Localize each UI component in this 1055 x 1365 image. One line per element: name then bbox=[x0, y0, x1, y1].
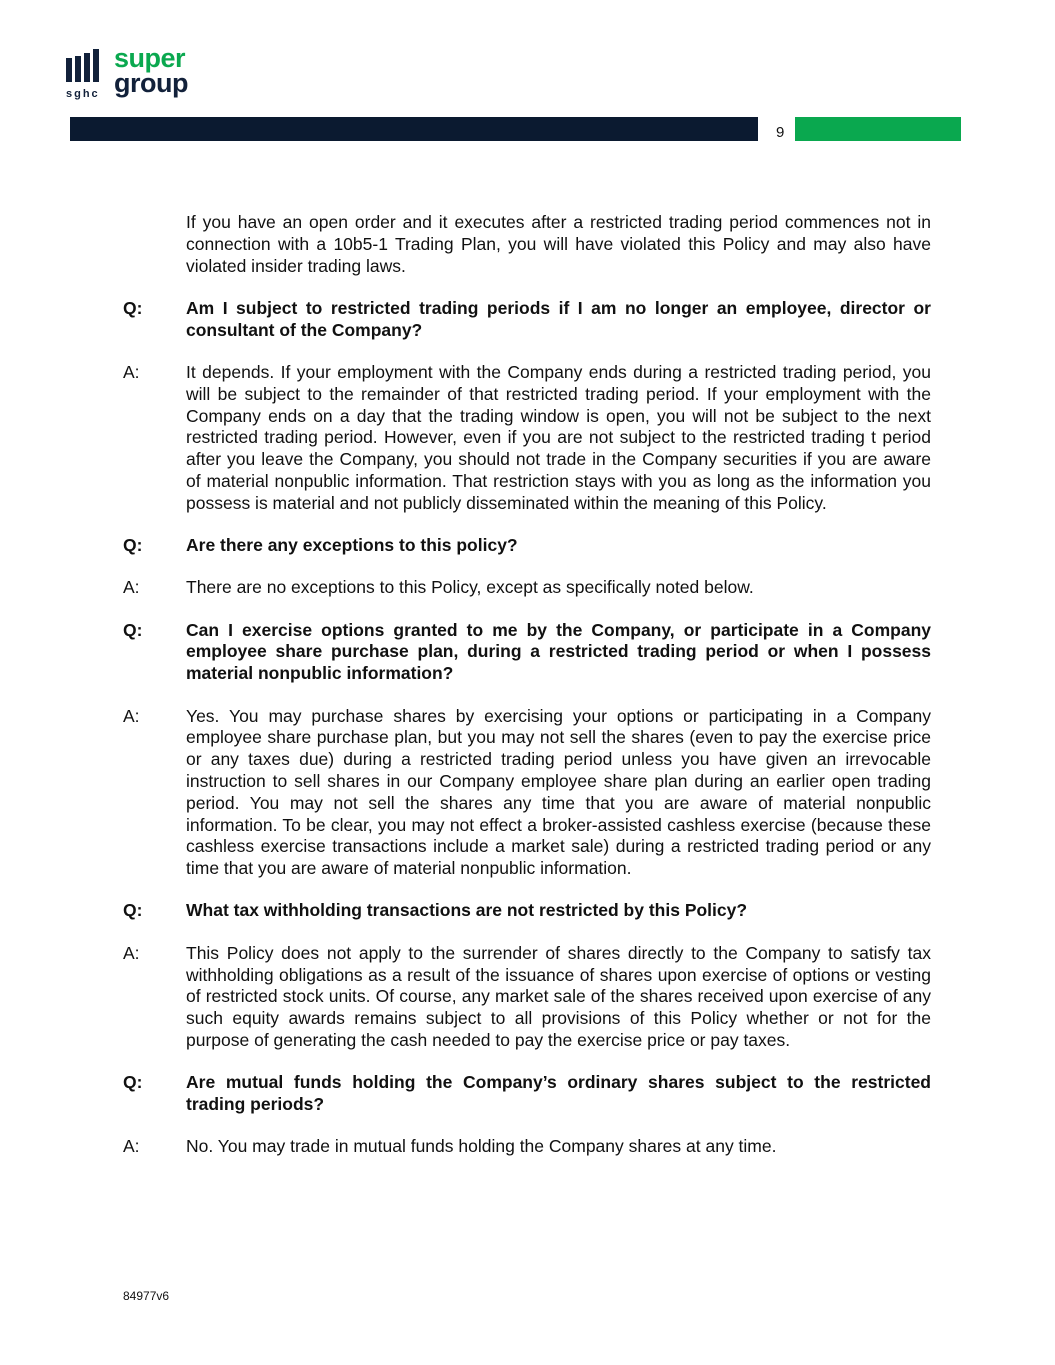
answer-label: A: bbox=[123, 705, 140, 726]
answer-label: A: bbox=[123, 1136, 140, 1157]
question bbox=[123, 900, 931, 922]
answer-label: A: bbox=[123, 577, 140, 598]
question-text: Are there any exceptions to this policy? bbox=[186, 535, 518, 556]
page-number: 9 bbox=[776, 124, 785, 141]
answer-text: There are no exceptions to this Policy, except as specifically noted below. bbox=[186, 577, 754, 598]
question bbox=[123, 298, 931, 342]
logo-sghc: sghc bbox=[66, 88, 100, 100]
question-text: Can I exercise options granted to me by the Company, or participate in a Company employee share purchase plan, during a restricted trading period or when I possess material nonpublic information? bbox=[186, 619, 931, 684]
intro-paragraph: If you have an open order and it executes after a restricted trading period commences not in connection with a 10b5-1 Trading Plan, you will have violated this Policy and may also have violated insider trading laws. bbox=[186, 212, 931, 276]
logo-super: super bbox=[114, 43, 186, 73]
answer-text: Yes. You may purchase shares by exercising your options or participating in a Company employee share purchase plan, but you may not sell the shares (even to pay the exercise price or any taxes due) during a restricted trading period unless you have given an irrevocable instruction to sell shares in our Company employee share plan during an earlier open trading period. You may not sell the shares any time that you are aware of material nonpublic information. To be clear, you may not effect a broker-assisted cashless exercise (because these cashless exercise transactions include a market sale) during a restricted trading period or any time that you are aware of material nonpublic information. bbox=[186, 705, 931, 879]
answer bbox=[123, 706, 931, 880]
question-label: Q: bbox=[123, 1072, 143, 1093]
question-label: Q: bbox=[123, 900, 143, 921]
header-bar-green bbox=[795, 117, 961, 141]
question-text: What tax withholding transactions are not restricted by this Policy? bbox=[186, 900, 748, 921]
logo-group: group bbox=[114, 68, 188, 98]
question-label: Q: bbox=[123, 297, 143, 318]
logo-bars-icon bbox=[66, 46, 106, 100]
question bbox=[123, 1072, 931, 1116]
answer bbox=[123, 362, 931, 515]
question-text: Are mutual funds holding the Company’s ordinary shares subject to the restricted trading periods? bbox=[186, 1072, 931, 1114]
document-id: 84977v6 bbox=[123, 1289, 170, 1303]
question bbox=[123, 620, 931, 685]
answer-text: This Policy does not apply to the surrender of shares directly to the Company to satisfy tax withholding obligations as a result of the issuance of shares upon exercise of options or vesting of restricted stock units. Of course, any market sale of the shares received upon exercise of any such equity awards remains subject to all provisions of this Policy whether or not for the purpose of generating the cash needed to pay the exercise price or pay taxes. bbox=[186, 942, 931, 1050]
answer-label: A: bbox=[123, 361, 140, 382]
question-label: Q: bbox=[123, 535, 143, 556]
answer-label: A: bbox=[123, 942, 140, 963]
answer-text: It depends. If your employment with the Company ends during a restricted trading period, you will be subject to the remainder of that restricted trading period. If your employment with the Company ends on a day that the trading window is open, you will not be subject to the next restricted trading period. However, even if you are not subject to the restricted trading t period after you leave the Company, you should not trade in the Company securities if you are aware of material nonpublic information. That restriction stays with you as long as the information you possess is material and not publicly disseminated within the meaning of this Policy. bbox=[186, 361, 931, 513]
answer bbox=[123, 943, 931, 1052]
answer bbox=[123, 1136, 931, 1158]
answer-text: No. You may trade in mutual funds holding the Company shares at any time. bbox=[186, 1136, 777, 1157]
header-bar-navy bbox=[70, 117, 758, 141]
answer bbox=[123, 577, 931, 599]
super-group-logo bbox=[66, 43, 188, 100]
question bbox=[123, 535, 931, 557]
document-body bbox=[123, 212, 931, 1179]
question-text: Am I subject to restricted trading periods if I am no longer an employee, director or consultant of the Company? bbox=[186, 297, 931, 340]
question-label: Q: bbox=[123, 619, 143, 640]
